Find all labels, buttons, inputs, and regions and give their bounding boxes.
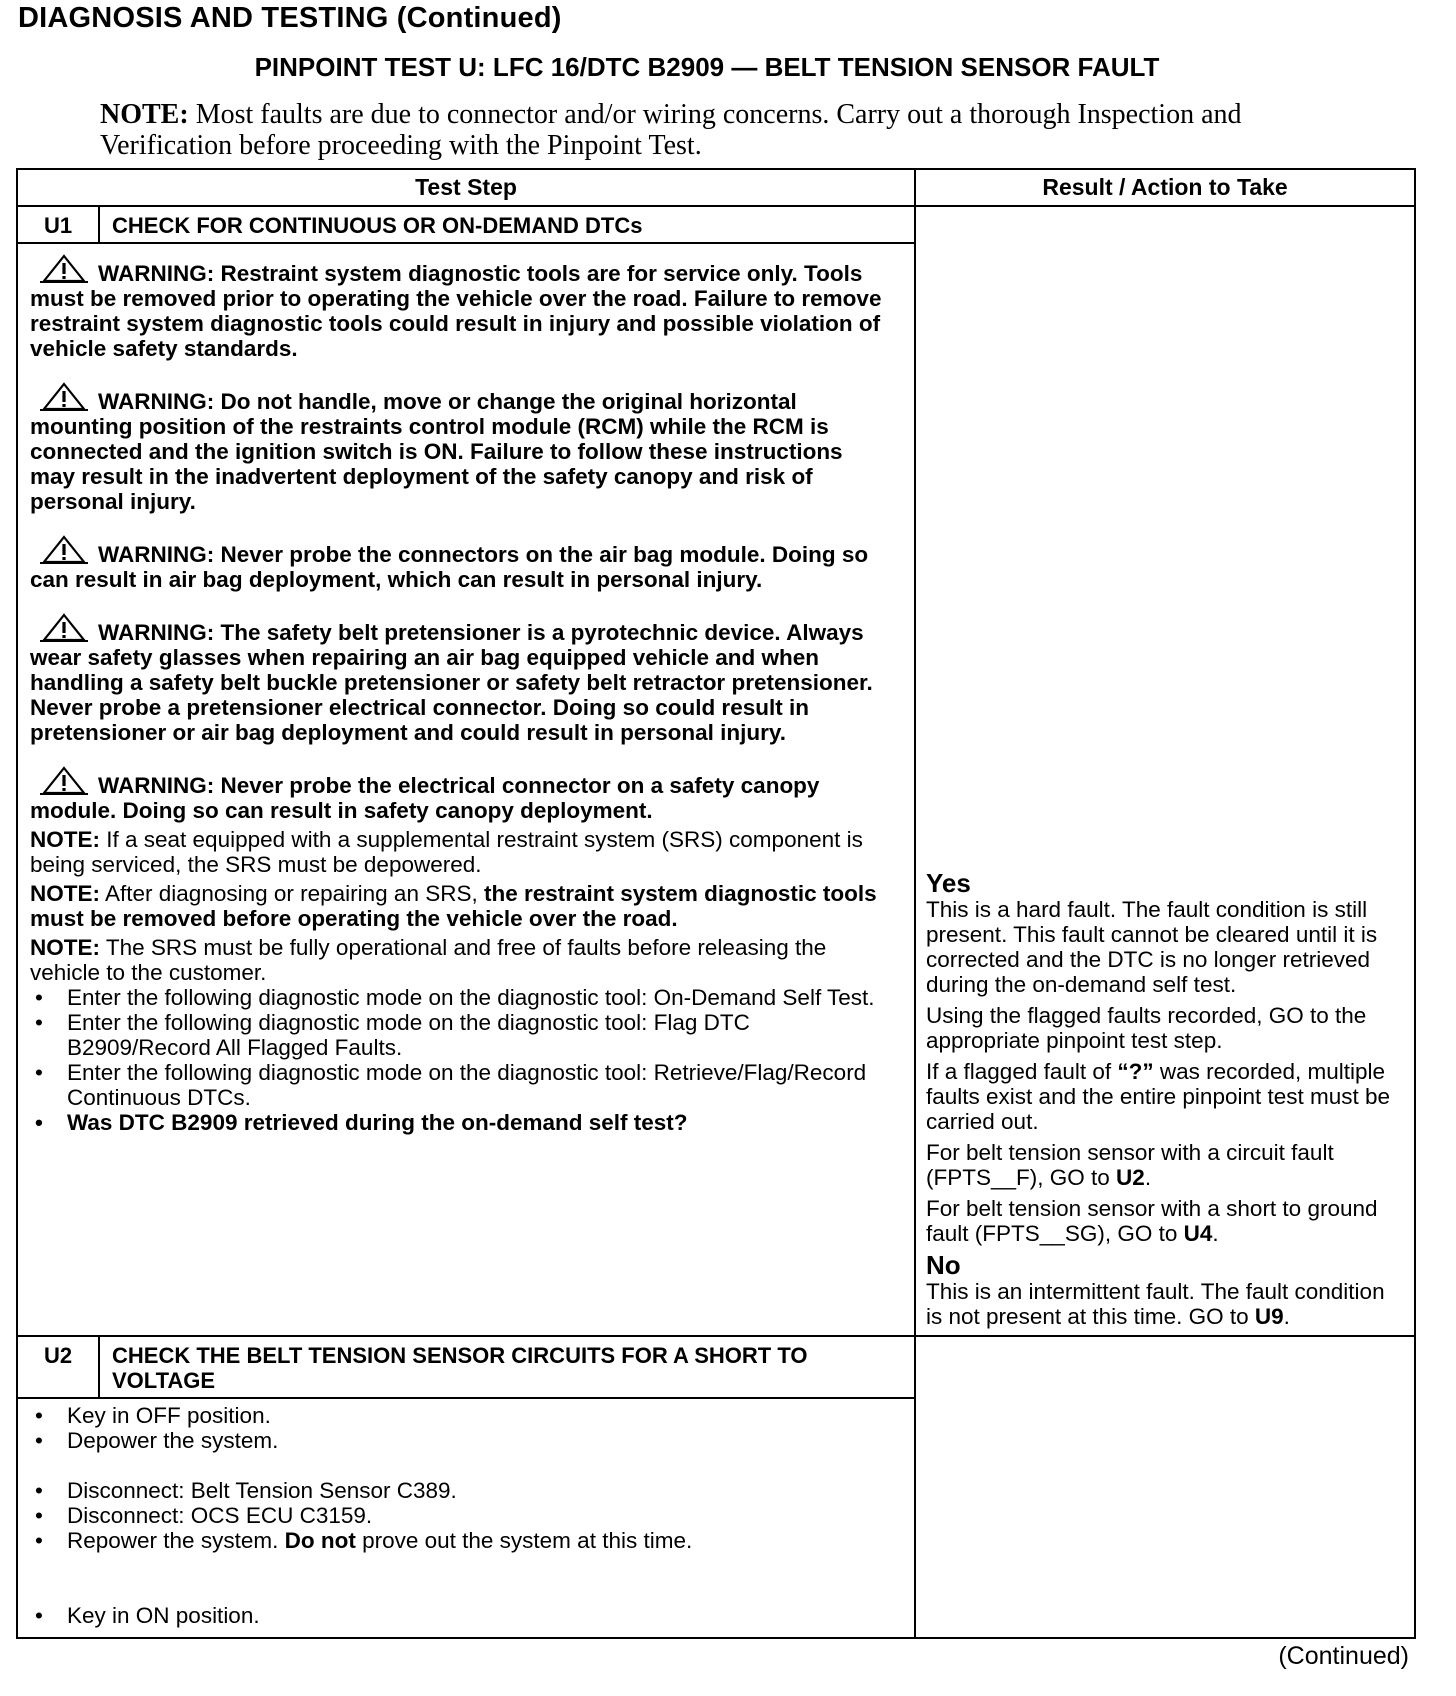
note-3: NOTE: The SRS must be fully operational and free of faults before releasing the vehicle to the customer. — [30, 935, 827, 985]
warning-triangle-icon — [40, 535, 88, 565]
list-item: • Key in OFF position. — [30, 1403, 882, 1428]
warning-5: WARNING: Never probe the electrical connector on a safety canopy module. Doing so can result in safety canopy deployment. — [30, 766, 882, 823]
result-no-label: No — [926, 1250, 961, 1280]
result-yes-text-3: If a flagged fault of “?” was recorded, multiple faults exist and the entire pinpoint test must be carried out. — [926, 1059, 1391, 1134]
result-cell-u1 — [915, 206, 1415, 1336]
list-item: • Disconnect: Belt Tension Sensor C389. — [30, 1478, 882, 1503]
warning-triangle-icon — [40, 613, 88, 643]
result-yes-text-1: This is a hard fault. The fault condition is still present. This fault cannot be cleared until it is corrected and the DTC is no longer retrieved during the on-demand self test. — [926, 897, 1378, 997]
step-id-u1: U1 — [17, 206, 99, 243]
warning-triangle-icon — [40, 382, 88, 412]
result-yes-text-4: For belt tension sensor with a circuit fault (FPTS__F), GO to U2. — [926, 1140, 1334, 1190]
list-item: • Disconnect: OCS ECU C3159. — [30, 1503, 882, 1528]
list-item: • Depower the system. — [30, 1428, 882, 1453]
result-no-text: This is an intermittent fault. The fault condition is not present at this time. GO to U9. — [926, 1279, 1385, 1329]
list-item: • Enter the following diagnostic mode on the diagnostic tool: Flag DTC B2909/Record All Flagged Faults. — [30, 1010, 882, 1060]
pinpoint-test-table — [16, 168, 1416, 1639]
step-body-u1 — [17, 243, 915, 1336]
column-header-result: Result / Action to Take — [915, 169, 1415, 206]
list-item: • Key in ON position. — [30, 1603, 882, 1628]
intro-note-text: Most faults are due to connector and/or wiring concerns. Carry out a thorough Inspection and Verification before proceeding with the Pinpoint Test. — [100, 99, 1242, 161]
list-item: • Enter the following diagnostic mode on the diagnostic tool: Retrieve/Flag/Record Continuous DTCs. — [30, 1060, 882, 1110]
column-header-test-step: Test Step — [17, 169, 915, 206]
warning-2: WARNING: Do not handle, move or change the original horizontal mounting position of the restraints control module (RCM) while the RCM is connected and the ignition switch is ON. Failure to follow these instructions may result in the inadvertent deployment of the safety canopy and risk of personal injury. — [30, 382, 882, 514]
step-title-u1: CHECK FOR CONTINUOUS OR ON-DEMAND DTCs — [99, 206, 915, 243]
list-item: • Enter the following diagnostic mode on the diagnostic tool: On-Demand Self Test. — [30, 985, 882, 1010]
result-yes-label: Yes — [926, 868, 971, 898]
step-id-u2: U2 — [17, 1336, 99, 1398]
warning-1: WARNING: Restraint system diagnostic tools are for service only. Tools must be removed prior to operating the vehicle over the road. Failure to remove restraint system diagnostic tools could result in injury and possible violation of vehicle safety standards. — [30, 254, 882, 361]
intro-note — [100, 99, 1260, 161]
note-2: NOTE: After diagnosing or repairing an SRS, the restraint system diagnostic tools must be removed before operating the vehicle over the road. — [30, 881, 877, 931]
step-title-u2: CHECK THE BELT TENSION SENSOR CIRCUITS FOR A SHORT TO VOLTAGE — [99, 1336, 915, 1398]
pinpoint-test-title: PINPOINT TEST U: LFC 16/DTC B2909 — BELT TENSION SENSOR FAULT — [254, 52, 1160, 82]
note-1: NOTE: If a seat equipped with a supplemental restraint system (SRS) component is being serviced, the SRS must be depowered. — [30, 827, 863, 877]
warning-triangle-icon — [40, 766, 88, 796]
list-item: • Was DTC B2909 retrieved during the on-demand self test? — [30, 1110, 882, 1135]
goto-u9-link[interactable]: U9 — [1254, 1304, 1284, 1329]
goto-u4-link[interactable]: U4 — [1183, 1221, 1213, 1246]
result-cell-u2 — [915, 1336, 1415, 1638]
continued-label: (Continued) — [1278, 1642, 1409, 1670]
warning-3: WARNING: Never probe the connectors on the air bag module. Doing so can result in air bag deployment, which can result in personal injury. — [30, 535, 882, 592]
step-body-u2 — [17, 1398, 915, 1638]
u2-step-list — [30, 1403, 882, 1628]
result-yes-text-5: For belt tension sensor with a short to ground fault (FPTS__SG), GO to U4. — [926, 1196, 1378, 1246]
warning-4: WARNING: The safety belt pretensioner is a pyrotechnic device. Always wear safety glasses when repairing an air bag equipped vehicle and when handling a safety belt buckle pretensioner or safety belt retractor pretensioner. Never probe a pretensioner electrical connector. Doing so could result in pretensioner or air bag deployment and could result in personal injury. — [30, 613, 882, 745]
list-item: • Repower the system. Do not prove out the system at this time. — [30, 1528, 882, 1553]
intro-note-label: NOTE: — [100, 99, 189, 130]
result-yes-text-2: Using the flagged faults recorded, GO to the appropriate pinpoint test step. — [926, 1003, 1367, 1053]
u1-step-list — [30, 985, 882, 1135]
goto-u2-link[interactable]: U2 — [1116, 1165, 1145, 1190]
warning-triangle-icon — [40, 254, 88, 284]
section-title: DIAGNOSIS AND TESTING (Continued) — [18, 2, 562, 34]
